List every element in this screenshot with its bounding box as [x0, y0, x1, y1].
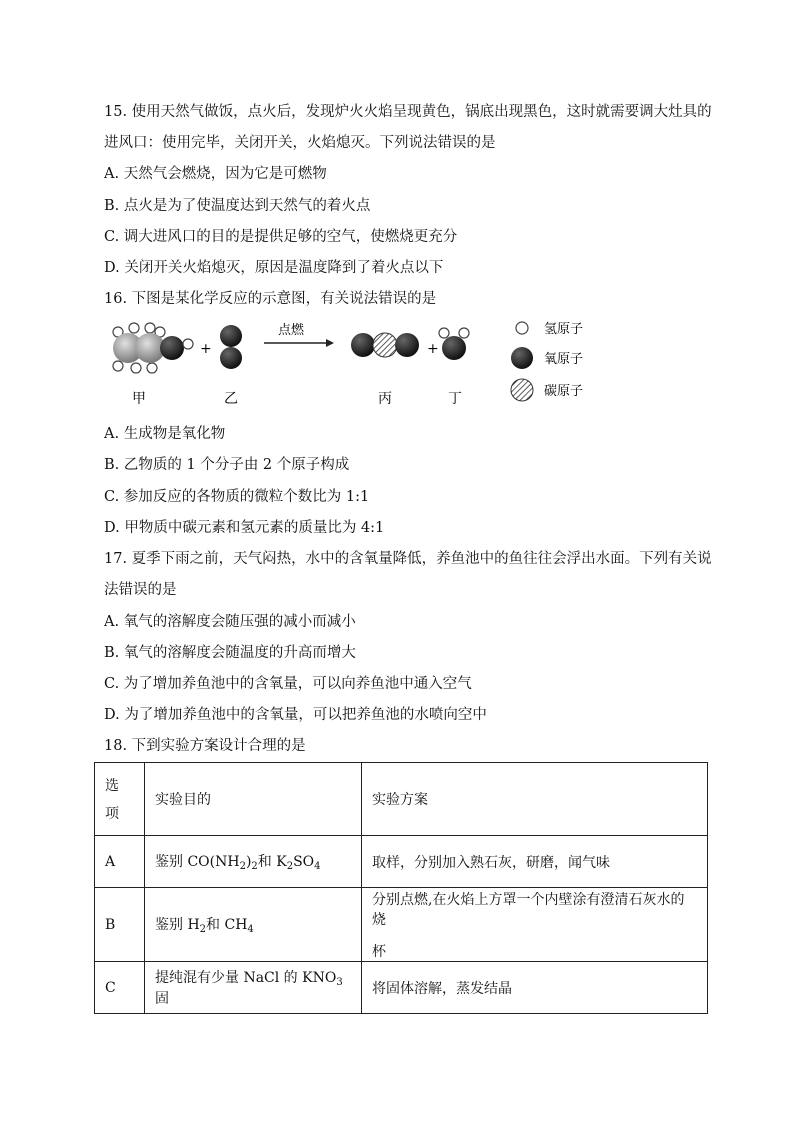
header-option-line1: 选	[105, 778, 119, 794]
row-purpose	[145, 836, 362, 888]
q16-option-b: B. 乙物质的 1 个分子由 2 个原子构成	[104, 457, 350, 473]
hydrogen-atom	[113, 361, 123, 371]
subscript: 4	[314, 861, 321, 872]
q16-stem: 16. 下图是某化学反应的示意图，有关说法错误的是	[104, 291, 437, 307]
oxygen-atom	[220, 347, 242, 369]
header-option-line2: 项	[105, 806, 119, 822]
purpose-text: 固	[155, 991, 169, 1007]
label-bing: 丙	[378, 391, 392, 407]
diagram-legend	[511, 322, 583, 401]
oxygen-atom	[220, 325, 242, 347]
q17-option-b: B. 氧气的溶解度会随温度的升高而增大	[104, 645, 356, 661]
legend-hydrogen: 氢原子	[544, 322, 584, 337]
plan-line2: 杯	[372, 943, 386, 960]
reaction-condition: 点燃	[278, 323, 305, 338]
carbon-atom	[373, 333, 397, 357]
q15-stem-line1: 15. 使用天然气做饭，点火后，发现炉火火焰呈现黄色，锅底出现黑色，这时就需要调大灶具的	[104, 104, 712, 120]
subscript: 2	[199, 924, 207, 935]
hydrogen-atom	[131, 363, 141, 373]
q16-option-d: D. 甲物质中碳元素和氢元素的质量比为 4:1	[104, 520, 385, 536]
reaction-arrow-icon	[264, 339, 334, 347]
table-row	[95, 962, 708, 1014]
row-plan: 取样，分别加入熟石灰，研磨，闻气味	[362, 836, 708, 888]
oxygen-atom	[160, 336, 184, 360]
label-yi: 乙	[224, 391, 238, 407]
hydrogen-atom	[147, 363, 157, 373]
label-jia: 甲	[132, 391, 146, 407]
molecule-jia	[113, 323, 193, 373]
hydrogen-atom	[183, 339, 193, 349]
q16-option-c: C. 参加反应的各物质的微粒个数比为 1:1	[104, 489, 370, 505]
hydrogen-legend-icon	[516, 322, 528, 334]
q16-option-a: A. 生成物是氧化物	[104, 426, 226, 442]
label-ding: 丁	[448, 391, 462, 407]
purpose-text: )	[245, 854, 252, 870]
hydrogen-atom	[459, 328, 469, 338]
purpose-text: 鉴别 CO(NH	[155, 854, 240, 870]
molecule-yi	[220, 325, 242, 369]
row-option: C	[95, 962, 145, 1014]
purpose-text: 提纯混有少量 NaCl 的 KNO	[155, 970, 337, 986]
row-option: A	[95, 836, 145, 888]
q15-option-a: A. 天然气会燃烧，因为它是可燃物	[104, 166, 327, 182]
subscript: 4	[247, 924, 254, 935]
row-option: B	[95, 888, 145, 962]
reaction-diagram	[104, 318, 704, 413]
header-purpose: 实验目的	[145, 763, 362, 836]
legend-oxygen: 氧原子	[544, 352, 584, 367]
oxygen-atom	[395, 333, 419, 357]
q17-stem-line2: 法错误的是	[104, 582, 177, 598]
purpose-text: SO	[293, 854, 315, 870]
subscript: 2	[286, 861, 294, 872]
plus-sign-2: +	[427, 341, 439, 357]
plan-line1: 分别点燃,在火焰上方罩一个内壁涂有澄清石灰水的烧	[372, 891, 685, 928]
table-header-row	[95, 763, 708, 836]
legend-carbon: 碳原子	[544, 384, 584, 399]
q17-stem-line1: 17. 夏季下雨之前，天气闷热，水中的含氧量降低，养鱼池中的鱼往往会浮出水面。下列有关说	[104, 551, 712, 567]
hydrogen-atom	[439, 328, 449, 338]
plus-sign-1: +	[200, 341, 212, 357]
table-row	[95, 888, 708, 962]
oxygen-legend-icon	[511, 347, 533, 369]
oxygen-atom	[442, 336, 466, 360]
experiment-table	[94, 762, 708, 1014]
q18-stem: 18. 下到实验方案设计合理的是	[104, 738, 306, 754]
purpose-text: 和 K	[257, 854, 287, 870]
subscript: 3	[336, 977, 343, 988]
q15-option-d: D. 关闭开关火焰熄灭，原因是温度降到了着火点以下	[104, 260, 444, 276]
carbon-legend-icon	[511, 379, 533, 401]
molecule-ding	[439, 328, 469, 360]
q17-option-d: D. 为了增加养鱼池中的含氧量，可以把养鱼池的水喷向空中	[104, 707, 487, 723]
q15-option-c: C. 调大进风口的目的是提供足够的空气，使燃烧更充分	[104, 229, 458, 245]
subscript: 2	[239, 861, 246, 872]
table-row	[95, 836, 708, 888]
q15-stem-line2: 进风口：使用完毕，关闭开关，火焰熄灭。下列说法错误的是	[104, 135, 496, 151]
header-option	[95, 763, 145, 836]
row-plan: 将固体溶解，蒸发结晶	[362, 962, 708, 1014]
row-plan	[362, 888, 708, 962]
header-plan: 实验方案	[362, 763, 708, 836]
row-purpose	[145, 962, 362, 1014]
molecule-bing	[351, 333, 419, 357]
q17-option-a: A. 氧气的溶解度会随压强的减小而减小	[104, 614, 356, 630]
q15-option-b: B. 点火是为了使温度达到天然气的着火点	[104, 198, 371, 214]
purpose-text: 和 CH	[206, 917, 248, 933]
row-purpose	[145, 888, 362, 962]
hydrogen-atom	[129, 323, 139, 333]
oxygen-atom	[351, 333, 375, 357]
q17-option-c: C. 为了增加养鱼池中的含氧量，可以向养鱼池中通入空气	[104, 676, 472, 692]
hydrogen-atom	[145, 323, 155, 333]
purpose-text: 鉴别 H	[155, 917, 200, 933]
subscript: 2	[251, 861, 258, 872]
